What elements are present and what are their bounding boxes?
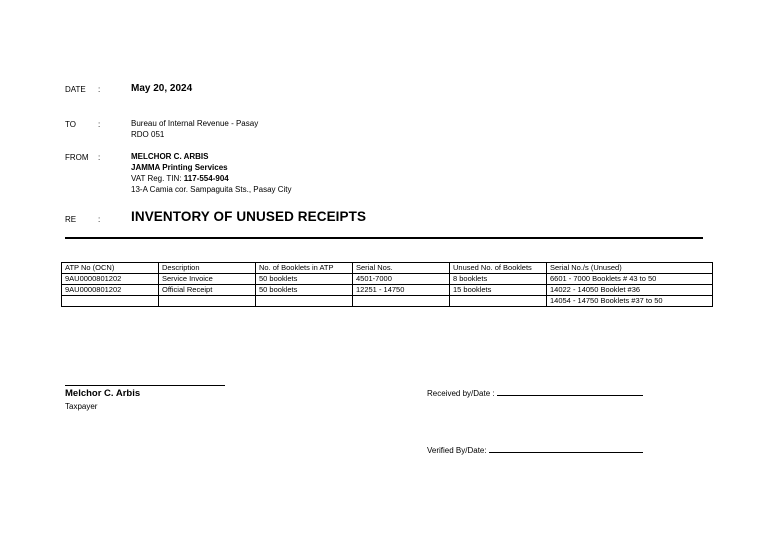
to-colon: : — [98, 120, 101, 129]
from-company: JAMMA Printing Services — [131, 163, 228, 172]
table-cell: 9AU0000801202 — [62, 285, 159, 296]
to-line-1: Bureau of Internal Revenue - Pasay — [131, 119, 259, 128]
verified-by-label: Verified By/Date: — [427, 446, 487, 455]
verified-by-field — [427, 446, 643, 455]
table-cell: 6601 - 7000 Booklets # 43 to 50 — [547, 274, 713, 285]
table-cell — [62, 296, 159, 307]
from-block — [131, 151, 292, 195]
table-cell: 50 booklets — [256, 274, 353, 285]
re-label: RE — [65, 215, 77, 224]
signature-line — [65, 385, 225, 386]
to-line-2: RDO 051 — [131, 130, 165, 139]
from-vat-value: 117-554-904 — [183, 174, 229, 183]
date-value: May 20, 2024 — [131, 83, 193, 94]
table-row — [62, 296, 713, 307]
to-block — [131, 118, 258, 140]
col-header-serial-nos: Serial Nos. — [353, 263, 450, 274]
col-header-description: Description — [159, 263, 256, 274]
table-cell: Official Receipt — [159, 285, 256, 296]
col-header-booklets-in-atp: No. of Booklets in ATP — [256, 263, 353, 274]
inventory-table — [61, 262, 713, 307]
table-row — [62, 285, 713, 296]
table-cell: 8 booklets — [450, 274, 547, 285]
table-cell: 4501-7000 — [353, 274, 450, 285]
table-cell — [450, 296, 547, 307]
table-cell: 14022 - 14050 Booklet #36 — [547, 285, 713, 296]
col-header-serial-unused: Serial No./s (Unused) — [547, 263, 713, 274]
from-vat-label: VAT Reg. TIN: — [131, 174, 182, 183]
received-by-label: Received by/Date : — [427, 389, 495, 398]
date-label: DATE — [65, 85, 86, 94]
from-vat-line — [131, 173, 292, 184]
verified-by-line — [489, 452, 643, 453]
table-row — [62, 274, 713, 285]
from-colon: : — [98, 153, 101, 162]
table-cell: 15 booklets — [450, 285, 547, 296]
col-header-atp-no: ATP No (OCN) — [62, 263, 159, 274]
from-address: 13-A Camia cor. Sampaguita Sts., Pasay City — [131, 185, 292, 194]
col-header-unused-booklets: Unused No. of Booklets — [450, 263, 547, 274]
from-name: MELCHOR C. ARBIS — [131, 152, 209, 161]
header-divider — [65, 237, 703, 239]
table-cell: 12251 - 14750 — [353, 285, 450, 296]
from-label: FROM — [65, 153, 89, 162]
re-value: INVENTORY OF UNUSED RECEIPTS — [131, 209, 367, 224]
signatory-name: Melchor C. Arbis — [65, 388, 141, 399]
re-colon: : — [98, 215, 101, 224]
table-cell: Service Invoice — [159, 274, 256, 285]
table-cell: 50 booklets — [256, 285, 353, 296]
received-by-line — [497, 395, 643, 396]
table-cell — [256, 296, 353, 307]
table-cell: 9AU0000801202 — [62, 274, 159, 285]
to-label: TO — [65, 120, 76, 129]
received-by-field — [427, 389, 643, 398]
table-header-row — [62, 263, 713, 274]
date-colon: : — [98, 85, 101, 94]
table-cell — [159, 296, 256, 307]
signatory-role: Taxpayer — [65, 402, 98, 411]
table-cell — [353, 296, 450, 307]
table-cell: 14054 - 14750 Booklets #37 to 50 — [547, 296, 713, 307]
